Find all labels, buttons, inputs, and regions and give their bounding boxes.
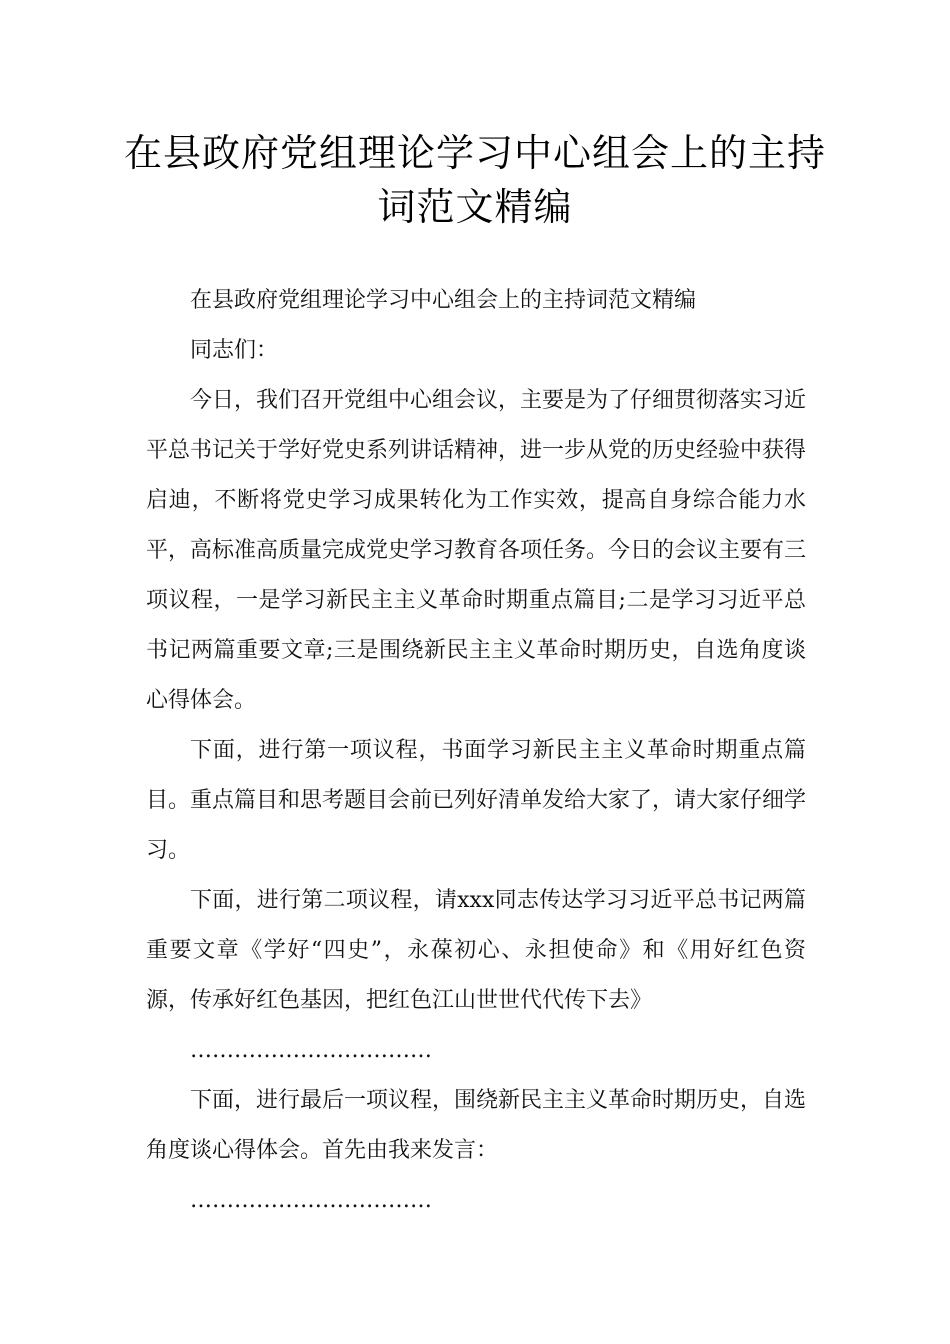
intro-paragraph: 今日，我们召开党组中心组会议，主要是为了仔细贯彻落实习近平总书记关于学好党史系列讲话精神，进一步从党的历史经验中获得启迪，不断将党史学习成果转化为工作实效，提高自身综合能力水平，高标准高质量完成党史学习教育各项任务。今日的会议主要有三项议程，一是学习新民主主义革命时期重点篇目;二是学习习近平总书记两篇重要文章;三是围绕新民主主义革命时期历史，自选角度谈心得体会。 bbox=[146, 388, 807, 713]
ellipsis-separator: …………………………… bbox=[190, 1038, 432, 1063]
salutation-paragraph: 同志们： bbox=[190, 338, 279, 363]
document-title: 在县政府党组理论学习中心组会上的主持词范文精编 bbox=[123, 131, 826, 229]
agenda-item-2-paragraph: 下面，进行第二项议程，请xxx同志传达学习习近平总书记两篇重要文章《学好“四史”，永葆初心、永担使命》和《用好红色资源，传承好红色基因，把红色江山世世代代传下去》 bbox=[146, 888, 806, 1013]
document-body bbox=[146, 276, 806, 1226]
subtitle-paragraph: 在县政府党组理论学习中心组会上的主持词范文精编 bbox=[190, 288, 697, 313]
agenda-item-1-paragraph: 下面，进行第一项议程，书面学习新民主主义革命时期重点篇目。重点篇目和思考题目会前已列好清单发给大家了，请大家仔细学习。 bbox=[146, 738, 807, 863]
agenda-item-3-paragraph: 下面，进行最后一项议程，围绕新民主主义革命时期历史，自选角度谈心得体会。首先由我来发言： bbox=[146, 1088, 807, 1163]
ellipsis-separator: …………………………… bbox=[190, 1188, 432, 1213]
